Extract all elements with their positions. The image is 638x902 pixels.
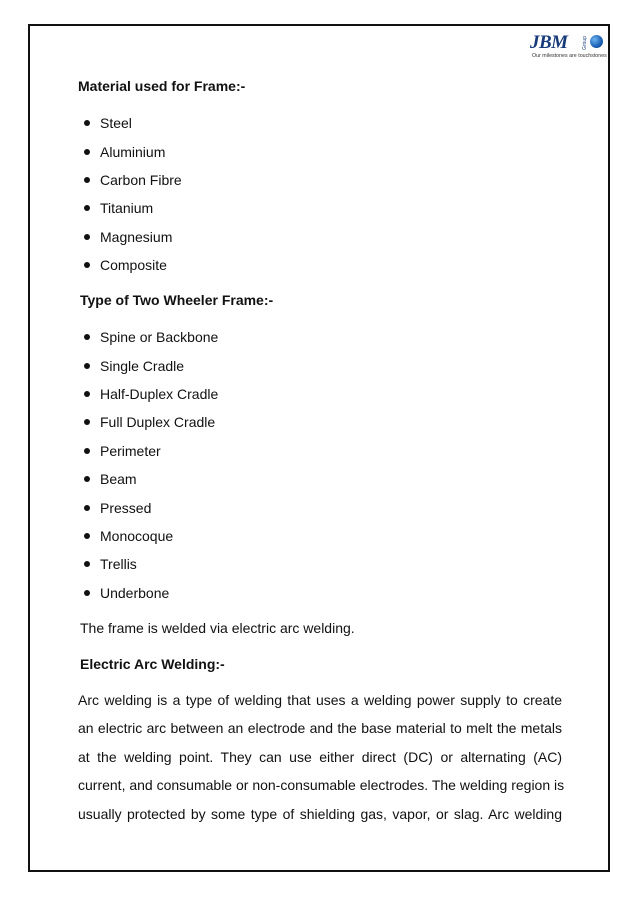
- frame-type-heading: Type of Two Wheeler Frame:-: [80, 292, 274, 308]
- list-item: Carbon Fibre: [78, 166, 182, 194]
- bullet-icon: [84, 234, 90, 240]
- list-item: Magnesium: [78, 223, 182, 251]
- list-item: Single Cradle: [78, 351, 218, 379]
- bullet-icon: [84, 334, 90, 340]
- bullet-icon: [84, 419, 90, 425]
- welded-sentence: The frame is welded via electric arc welding.: [80, 620, 355, 636]
- paragraph-line: usually protected by some type of shielding gas, vapor, or slag. Arc welding: [78, 805, 562, 822]
- bullet-icon: [84, 120, 90, 126]
- frame-types-list: [78, 323, 218, 607]
- logo-tagline: Our milestones are touchstones: [532, 53, 607, 59]
- list-item: Aluminium: [78, 137, 182, 165]
- list-item: Pressed: [78, 493, 218, 521]
- bullet-icon: [84, 590, 90, 596]
- list-item: Trellis: [78, 550, 218, 578]
- jbm-logo: [530, 32, 610, 62]
- globe-icon: [590, 35, 603, 48]
- bullet-icon: [84, 149, 90, 155]
- bullet-icon: [84, 533, 90, 539]
- bullet-icon: [84, 448, 90, 454]
- bullet-icon: [84, 505, 90, 511]
- logo-mark: JBM: [530, 32, 568, 53]
- paragraph-line: at the welding point. They can use either direct (DC) or alternating (AC): [78, 748, 562, 765]
- arc-welding-heading: Electric Arc Welding:-: [80, 656, 225, 672]
- paragraph-line: an electric arc between an electrode and the base material to melt the metals: [78, 720, 562, 737]
- list-item: Beam: [78, 465, 218, 493]
- bullet-icon: [84, 205, 90, 211]
- bullet-icon: [84, 391, 90, 397]
- bullet-icon: [84, 363, 90, 369]
- bullet-icon: [84, 561, 90, 567]
- list-item: Underbone: [78, 579, 218, 607]
- list-item: Half-Duplex Cradle: [78, 380, 218, 408]
- logo-group-label: Group: [582, 36, 588, 50]
- list-item: Steel: [78, 109, 182, 137]
- bullet-icon: [84, 476, 90, 482]
- paragraph-line: current, and consumable or non-consumable electrodes. The welding region is: [78, 777, 565, 794]
- paragraph-line: Arc welding is a type of welding that uses a welding power supply to create: [78, 692, 562, 708]
- list-item: Full Duplex Cradle: [78, 408, 218, 436]
- list-item: Spine or Backbone: [78, 323, 218, 351]
- bullet-icon: [84, 262, 90, 268]
- material-heading: Material used for Frame:-: [78, 78, 246, 94]
- list-item: Perimeter: [78, 437, 218, 465]
- materials-list: [78, 109, 182, 279]
- list-item: Monocoque: [78, 522, 218, 550]
- list-item: Composite: [78, 251, 182, 279]
- arc-welding-paragraph: [78, 686, 565, 828]
- bullet-icon: [84, 177, 90, 183]
- list-item: Titanium: [78, 194, 182, 222]
